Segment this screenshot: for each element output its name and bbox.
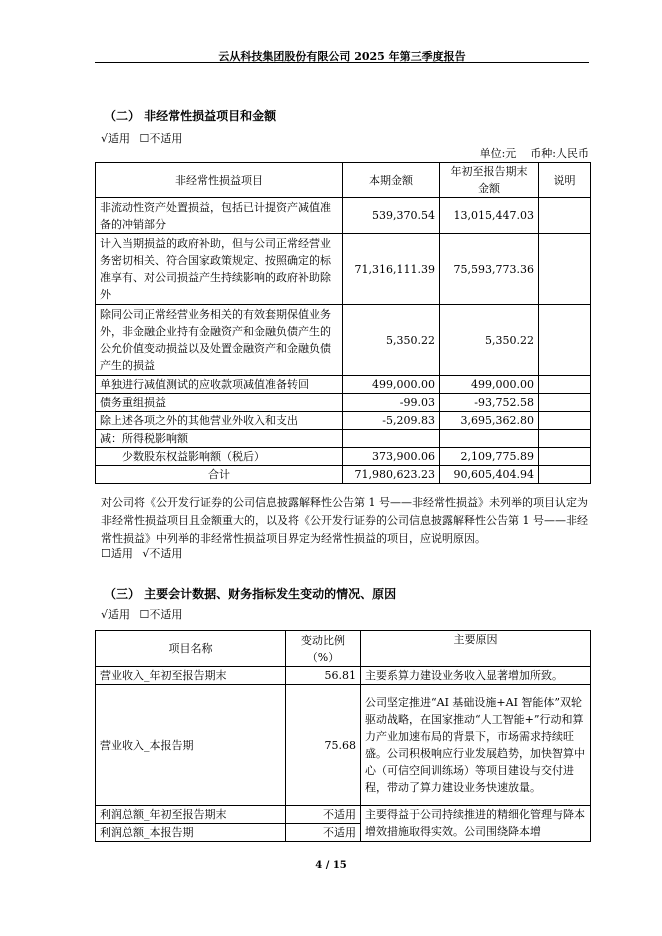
section2-applicable [101,130,182,146]
row-note [539,376,591,394]
col-header-note: 说明 [539,163,591,198]
row-note [539,412,591,430]
row-item: 合计 [96,466,343,484]
table-row [96,394,591,412]
not-applicable-label: 不适用 [149,608,183,621]
row-item: 单独进行减值测试的应收款项减值准备转回 [96,376,343,394]
checkbox-empty-icon: ☐ [139,608,150,621]
row-ytd: 499,000.00 [440,376,539,394]
row-current [343,430,440,448]
note-applicable [101,545,182,561]
row-ytd: 90,605,404.94 [440,466,539,484]
table-row [96,806,591,824]
row-item: 利润总额_本报告期 [96,824,286,842]
col-header-ytd: 年初至报告期末金额 [440,163,539,198]
table-row [96,685,591,806]
checkbox-empty-icon: ☐ [139,132,150,145]
section3-applicable [101,606,182,622]
check-mark-icon: √ [101,132,109,145]
row-item: 营业收入_年初至报告期末 [96,667,286,685]
row-item: 减：所得税影响额 [96,430,343,448]
row-current: 499,000.00 [343,376,440,394]
check-mark-icon: √ [101,608,109,621]
unit-label: 单位:元 币种:人民币 [479,147,589,160]
row-ytd: -93,752.58 [440,394,539,412]
table-row [96,667,591,685]
row-ytd: 3,695,362.80 [440,412,539,430]
row-current: -99.03 [343,394,440,412]
not-applicable-label: 不适用 [149,132,183,145]
col-header-reason: 主要原因 [361,631,591,667]
row-item: 营业收入_本报告期 [96,685,286,806]
not-applicable-label: 不适用 [149,547,183,560]
row-item: 计入当期损益的政府补助，但与公司正常经营业务密切相关、符合国家政策规定、按照确定的标准享有、对公司损益产生持续影响的政府补助除外 [96,234,343,305]
section2-title: （二） 非经常性损益项目和金额 [104,109,277,123]
row-note [539,305,591,376]
table-row [96,412,591,430]
row-ratio: 56.81 [286,667,361,685]
table-row [96,305,591,376]
col-header-ratio: 变动比例（%） [286,631,361,667]
row-current: -5,209.83 [343,412,440,430]
row-ratio: 不适用 [286,824,361,842]
applicable-label: 适用 [110,547,133,560]
col-header-current: 本期金额 [343,163,440,198]
row-ytd: 2,109,775.89 [440,448,539,466]
row-note [539,394,591,412]
row-note [539,430,591,448]
checkbox-empty-icon: ☐ [101,547,111,560]
row-current: 373,900.06 [343,448,440,466]
row-item: 非流动性资产处置损益，包括已计提资产减值准备的冲销部分 [96,198,343,234]
header-rule [95,62,589,63]
row-ytd: 5,350.22 [440,305,539,376]
row-item: 利润总额_年初至报告期末 [96,806,286,824]
check-mark-icon: √ [142,547,150,560]
table-row [96,430,591,448]
table-row [96,198,591,234]
row-current: 71,980,623.23 [343,466,440,484]
table-header-row [96,631,591,667]
table-header-row [96,163,591,198]
row-note [539,466,591,484]
row-current: 539,370.54 [343,198,440,234]
table-total-row [96,466,591,484]
row-current: 5,350.22 [343,305,440,376]
page-number: 4 / 15 [315,860,347,871]
applicable-label: 适用 [108,608,131,621]
col-header-item: 非经常性损益项目 [96,163,343,198]
section3-title: （三） 主要会计数据、财务指标发生变动的情况、原因 [104,587,397,601]
row-item: 除上述各项之外的其他营业外收入和支出 [96,412,343,430]
row-item: 除同公司正常经营业务相关的有效套期保值业务外，非金融企业持有金融资产和金融负债产生的公允价值变动损益以及处置金融资产和金融负债产生的损益 [96,305,343,376]
table-row [96,448,591,466]
row-ratio: 不适用 [286,806,361,824]
row-ratio: 75.68 [286,685,361,806]
row-reason: 主要系算力建设业务收入显著增加所致。 [361,667,591,685]
applicable-label: 适用 [108,132,131,145]
nonrecurring-table [95,162,591,484]
row-current: 71,316,111.39 [343,234,440,305]
row-ytd [440,430,539,448]
row-note [539,234,591,305]
page-header: 云从科技集团股份有限公司 2025 年第三季度报告 [218,50,466,63]
row-note [539,198,591,234]
row-reason: 公司坚定推进“AI 基础设施+AI 智能体”双轮驱动战略，在国家推动“人工智能+”行动和算力产业加速布局的背景下，市场需求持续旺盛。公司积极响应行业发展趋势，加快智算中心（可信空间训练场）等项目建设与交付进程，带动了算力建设业务快速放量。 [361,685,591,806]
row-note [539,448,591,466]
row-ytd: 75,593,773.36 [440,234,539,305]
col-header-item: 项目名称 [96,631,286,667]
changes-table [95,630,591,842]
table-row [96,234,591,305]
row-item: 少数股东权益影响额（税后） [96,448,343,466]
row-reason: 主要得益于公司持续推进的精细化管理与降本增效措施取得实效。公司围绕降本增 [361,806,591,842]
row-ytd: 13,015,447.03 [440,198,539,234]
note-paragraph: 对公司将《公开发行证券的公司信息披露解释性公告第 1 号——非经常性损益》未列举的项目认定为非经常性损益项目且金额重大的，以及将《公开发行证券的公司信息披露解释性公告第 1 号——非经常性损益》中列举的非经常性损益项目界定为经常性损益的项目，应说明原因。 [101,496,588,545]
row-item: 债务重组损益 [96,394,343,412]
table-row [96,376,591,394]
